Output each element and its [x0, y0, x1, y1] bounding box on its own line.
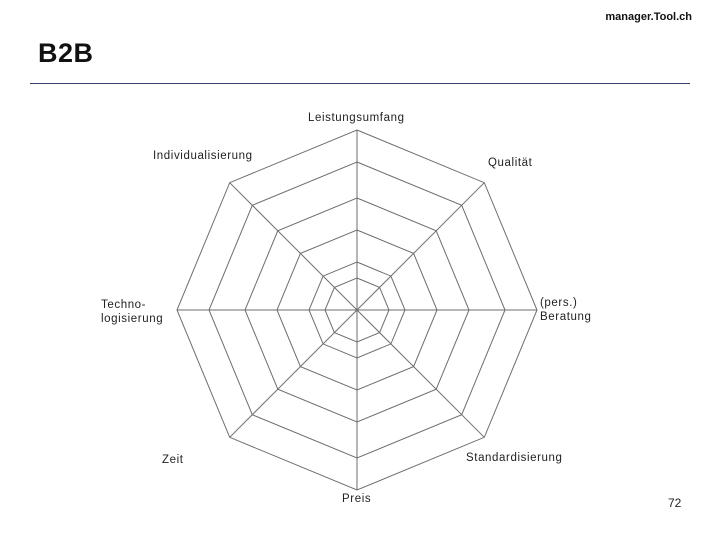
radar-spokes — [177, 130, 537, 490]
axis-label-individualisierung: Individualisierung — [153, 150, 253, 162]
radar-spoke-individualisierung — [230, 183, 357, 310]
radar-spoke-standardisierung — [357, 310, 484, 437]
axis-label-technologisierung: Techno- logisierung — [101, 299, 164, 325]
radar-spoke-zeit — [230, 310, 357, 437]
axis-label-leistungsumfang: Leistungsumfang — [308, 112, 405, 124]
brand-logo-text: manager.Tool.ch — [605, 11, 692, 23]
axis-label-preis: Preis — [342, 493, 372, 505]
axis-label-qualitaet: Qualität — [488, 157, 533, 169]
axis-label-zeit: Zeit — [162, 454, 184, 466]
page-title: B2B — [38, 38, 94, 68]
axis-label-beratung: (pers.) Beratung — [540, 297, 592, 323]
axis-label-standardisierung: Standardisierung — [466, 452, 563, 464]
page-number: 72 — [668, 496, 682, 510]
radar-spoke-qualitaet — [357, 183, 484, 310]
